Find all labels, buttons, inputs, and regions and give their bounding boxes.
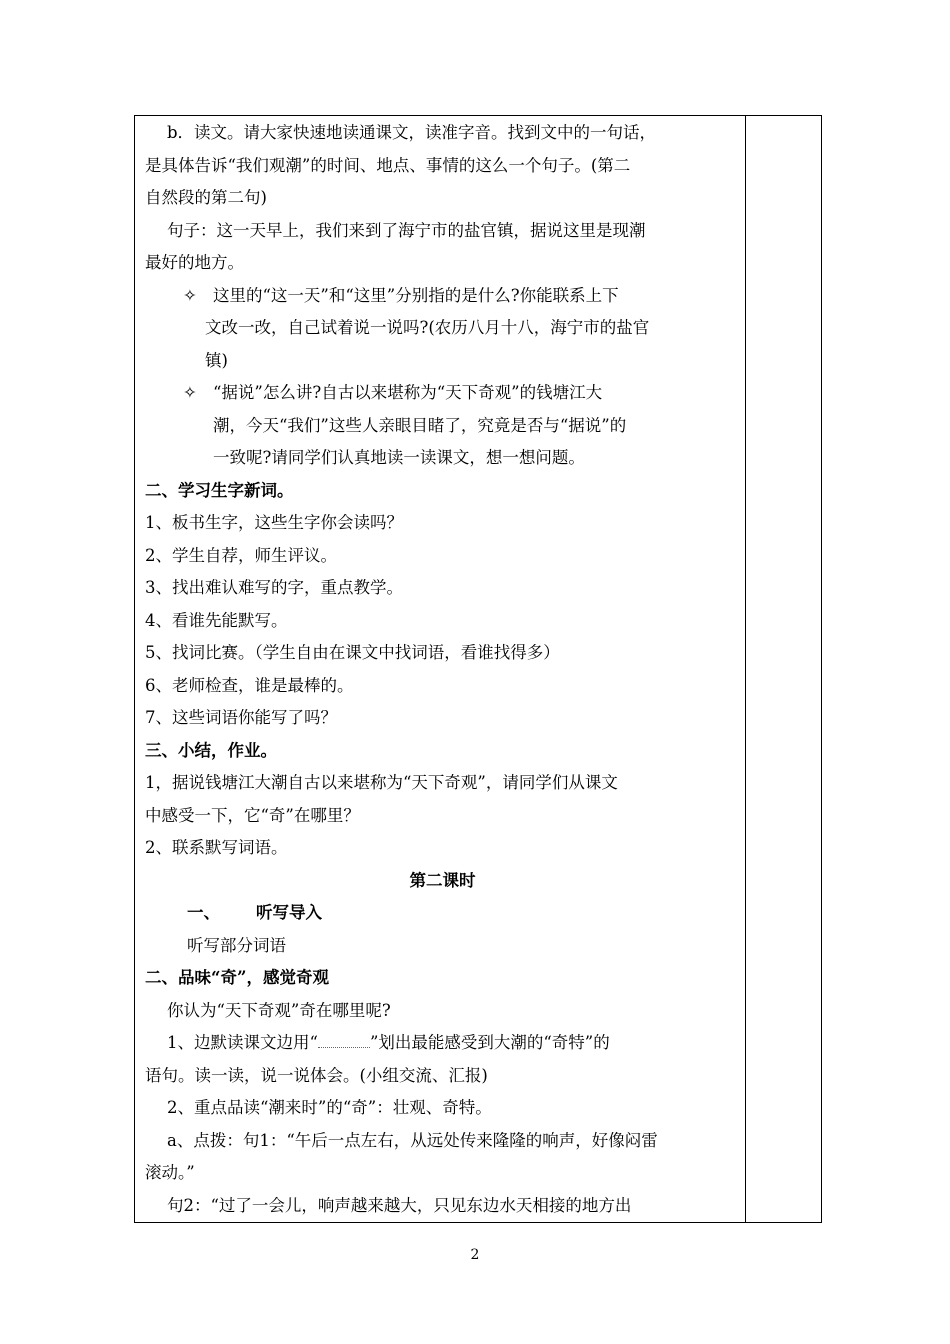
list-item: 3、找出难认难写的字，重点教学。 [145,578,403,597]
bullet-text: 文改一改，自己试着说一说吗?(农历八月十八，海宁市的盐官 [205,318,650,337]
diamond-bullet-icon: ✧ [183,285,197,305]
section-heading: 二、学习生字新词。 [145,480,294,500]
bullet-item [145,377,740,410]
text-line: 听写部分词语 [187,935,286,955]
text-line: a、点拨：句1：“午后一点左右，从远处传来隆隆的响声，好像闷雷 [167,1130,658,1150]
text-line: 语句。读一读，说一说体会。(小组交流、汇报) [145,1065,488,1085]
list-item: 6、老师检查，谁是最棒的。 [145,675,354,695]
section-heading: 三、小结，作业。 [145,740,277,760]
list-item: 7、这些词语你能写了吗？ [145,708,337,727]
list-item: 1、板书生字，这些生字你会读吗？ [145,513,403,532]
text-line: 自然段的第二句) [145,188,267,207]
text-fragment: ”划出最能感受到大潮的“奇特”的 [369,1033,610,1052]
text-fragment: 1、边默读课文边用“ [167,1033,318,1052]
section-heading: 二、品味“奇”，感觉奇观 [145,968,329,987]
text-line: 1，据说钱塘江大潮自古以来堪称为“天下奇观”，请同学们从课文 [145,773,618,792]
section-heading [145,897,740,930]
text-line: 2、联系默写词语。 [145,838,288,857]
bullet-text: 镇) [205,350,228,370]
list-item: 4、看谁先能默写。 [145,610,288,630]
page-number: 2 [470,1247,480,1263]
table-main-cell [145,117,740,1222]
text-line [145,1027,740,1060]
text-line: 句子：这一天早上，我们来到了海宁市的盐官镇，据说这里是现潮 [167,220,646,240]
text-line: 滚动。” [145,1163,195,1182]
text-line: 中感受一下，它“奇”在哪里？ [145,805,360,825]
text-line: 2、重点品读“潮来时”的“奇”：壮观、奇特。 [167,1098,492,1117]
heading-number: 一、 [187,903,220,922]
text-line: 句2：“过了一会儿，响声越来越大，只见东边水天相接的地方出 [167,1195,632,1215]
lesson-title: 第二课时 [409,870,476,890]
diamond-bullet-icon: ✧ [183,383,197,402]
text-line: 你认为“天下奇观”奇在哪里呢? [167,1000,391,1020]
bullet-text: 这里的“这一天”和“这里”分别指的是什么?你能联系上下 [213,285,619,305]
bullet-text: 潮，今天“我们”这些人亲眼目睹了，究竟是否与“据说”的 [213,415,627,435]
bullet-text: “据说”怎么讲?自古以来堪称为“天下奇观”的钱塘江大 [213,383,603,402]
wavy-underline-mark [318,1033,370,1048]
table-column-divider [745,115,746,1223]
bullet-text: 一致呢?请同学们认真地读一读课文，想一想问题。 [213,448,585,467]
text-line: b．读文。请大家快速地读通课文，读准字音。找到文中的一句话， [167,123,657,142]
heading-text: 听写导入 [256,903,322,922]
list-item: 5、找词比赛。（学生自由在课文中找词语，看谁找得多） [145,643,560,662]
text-line: 是具体告诉“我们观潮”的时间、地点、事情的这么一个句子。(第二 [145,155,631,175]
bullet-item [145,280,740,313]
text-line: 最好的地方。 [145,253,244,272]
list-item: 2、学生自荐，师生评议。 [145,545,337,565]
